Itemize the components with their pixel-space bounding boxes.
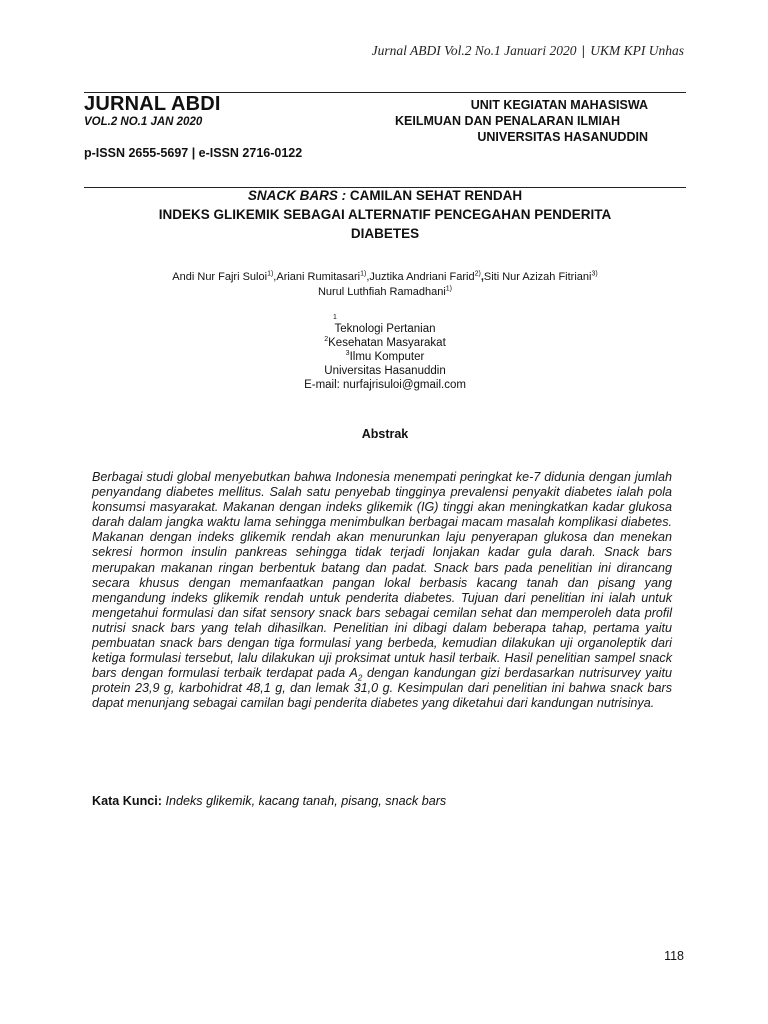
abstract-text xyxy=(92,470,672,712)
author-name: Juztika Andriani Farid xyxy=(369,271,475,283)
keywords-text: Indeks glikemik, kacang tanah, pisang, snack bars xyxy=(161,794,447,808)
affil-dept-1: Teknologi Pertanian xyxy=(334,323,436,335)
author-sup: 1) xyxy=(267,270,274,278)
title-line1-rest: CAMILAN SEHAT RENDAH xyxy=(346,188,523,203)
contact-email: E-mail: nurfajrisuloi@gmail.com xyxy=(304,379,466,391)
author-sup: 1) xyxy=(445,285,453,293)
unit-line-2: KEILMUAN DAN PENALARAN ILMIAH xyxy=(395,114,620,128)
running-head xyxy=(372,43,684,59)
author-sup: 2) xyxy=(474,270,481,278)
author-line-1 xyxy=(84,270,686,285)
abstract-subscript: 2 xyxy=(357,673,363,683)
page-number: 118 xyxy=(664,949,684,963)
abstract-text-part-2: dengan kandungan gizi berdasarkan nutrisurvey yaitu protein 23,9 g, karbohidrat 48,1 g, dan lemak 31,0 g. Kesimpulan dari penelitian ini bahwa snack bars dapat menunjang sebagai camilan bagi penderita diabetes yang diketahui dari kandungan nutrisinya. xyxy=(92,666,672,711)
abstract-text-part-1: Berbagai studi global menyebutkan bahwa Indonesia menempati peringkat ke-7 didunia dengan jumlah penyandang diabetes mellitus. Salah satu penyebab tingginya prevalensi penyakit diabetes ialah pola konsumsi masyarakat. Makanan dengan indeks glikemik (IG) tinggi akan meningkatkan kadar glukosa darah dalam jangka waktu lama sehingga menimbulkan berbagai macam masalah komplikasi diabetes. Makanan dengan indeks glikemik rendah akan menurunkan laju penyerapan glukosa dan menekan sekresi hormon insulin pankreas sehingga tidak terjadi lonjakan kadar gula darah. Snack bars merupakan makanan ringan berbentuk batang dan padat. Snack bars pada penelitian ini dirancang secara khusus dengan memanfaatkan pangan lokal berbasis kacang tanah dan pisang yang mengandung indeks glikemik rendah untuk penderita diabetes. Tujuan dari penelitian ini ialah untuk mengetahui formulasi dan sifat sensory snack bars sebagai cemilan sehat dan memperoleh data profil nutrisi snack bars yang telah dihasilkan. Penelitian ini dibagi dalam beberapa tahap, pertama yaitu pembuatan snack bars dengan tiga formulasi yang berbeda, kemudian dilakukan uji organoleptik dari ketiga formulasi tersebut, lalu dilakukan uji proksimat untuk hasil terbaik. Hasil penelitian sampel snack bars dengan formulasi terbaik terdapat pada A xyxy=(92,470,672,681)
author-sep: , xyxy=(480,271,484,283)
affil-line-3 xyxy=(84,350,686,364)
affiliations xyxy=(84,314,686,392)
affil-marker-1: 1 xyxy=(333,314,337,321)
running-head-separator: | xyxy=(581,43,585,58)
running-head-org: UKM KPI Unhas xyxy=(590,43,684,58)
author-name: Andi Nur Fajri Suloi xyxy=(172,271,268,283)
affil-line-2 xyxy=(84,336,686,350)
affil-marker-2: 2 xyxy=(324,336,329,344)
masthead-left xyxy=(84,93,221,129)
keywords xyxy=(92,793,446,809)
author-name: Ariani Rumitasari xyxy=(276,271,361,283)
author-sep: , xyxy=(273,271,277,283)
author-line-2 xyxy=(84,285,686,300)
running-head-journal: Jurnal ABDI Vol.2 No.1 Januari 2020 xyxy=(371,43,577,58)
affil-dept-3: Ilmu Komputer xyxy=(349,351,425,363)
title-italic: SNACK BARS : xyxy=(247,188,347,203)
paper-title xyxy=(84,186,686,243)
journal-name: JURNAL ABDI xyxy=(84,93,221,115)
affil-marker-3: 3 xyxy=(345,350,350,358)
affil-dept-2: Kesehatan Masyarakat xyxy=(328,337,446,349)
author-name: Nurul Luthfiah Ramadhani xyxy=(317,286,446,298)
affil-university: Universitas Hasanuddin xyxy=(324,365,446,377)
author-name: Siti Nur Azizah Fitriani xyxy=(483,271,592,283)
author-sup: 1) xyxy=(360,270,367,278)
unit-line-3: UNIVERSITAS HASANUDDIN xyxy=(477,130,648,144)
abstract-heading: Abstrak xyxy=(361,427,409,441)
title-line-3: DIABETES xyxy=(350,226,420,241)
keywords-label: Kata Kunci: xyxy=(92,794,162,808)
title-line-2: INDEKS GLIKEMIK SEBAGAI ALTERNATIF PENCEGAHAN PENDERITA xyxy=(158,207,612,222)
journal-volume: VOL.2 NO.1 JAN 2020 xyxy=(84,116,203,128)
title-line-1 xyxy=(84,186,686,205)
unit-line-1: UNIT KEGIATAN MAHASISWA xyxy=(470,98,648,112)
issn: p-ISSN 2655-5697 | e-ISSN 2716-0122 xyxy=(84,146,303,160)
author-list xyxy=(84,270,686,300)
author-sep: , xyxy=(366,271,370,283)
author-sup: 3) xyxy=(591,270,598,278)
